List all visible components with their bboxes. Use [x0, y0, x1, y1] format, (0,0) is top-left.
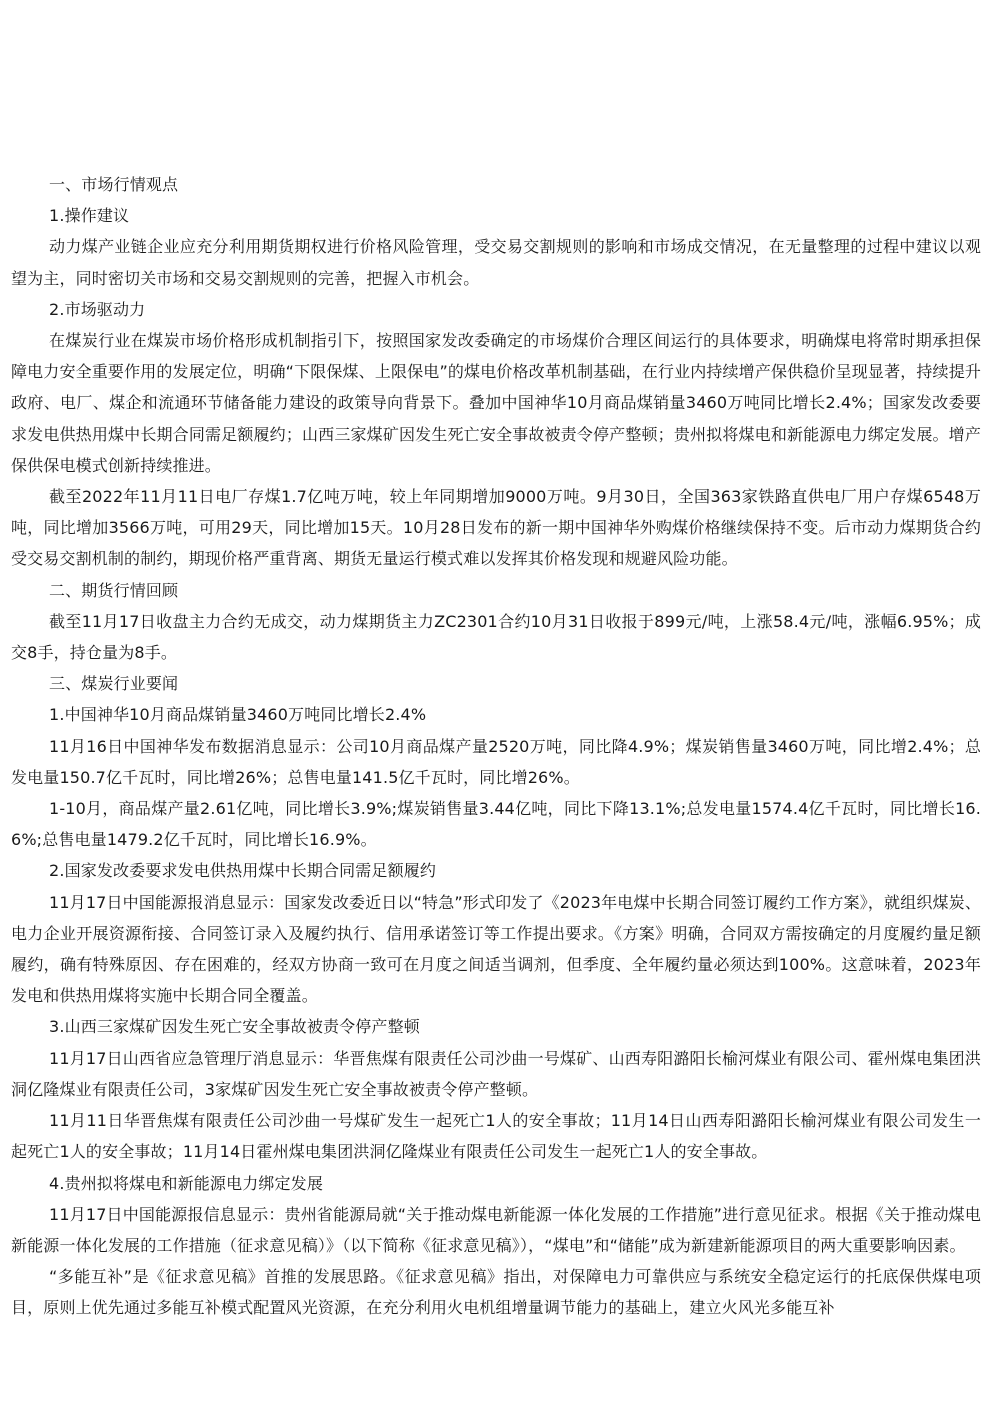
paragraph-shenhua-october: 11月16日中国神华发布数据消息显示：公司10月商品煤产量2520万吨，同比降4.9%；煤炭销售量3460万吨，同比增2.4%；总发电量150.7亿千瓦时，同比增26%；总售电量141.5亿千瓦时，同比增26%。 — [11, 736, 981, 787]
paragraph-shanxi-accidents: 11月11日华晋焦煤有限责任公司沙曲一号煤矿发生一起死亡1人的安全事故；11月14日山西寿阳潞阳长榆河煤业有限公司发生一起死亡1人的安全事故；11月14日霍州煤电集团洪洞亿隆煤业有限责任公司发生一起死亡1人的安全事故。 — [11, 1111, 981, 1162]
subheading-market-drivers: 2.市场驱动力 — [49, 299, 146, 319]
paragraph-operation-advice: 动力煤产业链企业应充分利用期货期权进行价格风险管理，受交易交割规则的影响和市场成交情况，在无量整理的过程中建议以观望为主，同时密切关市场和交易交割规则的完善，把握入市机会。 — [11, 237, 981, 288]
news-heading-guizhou: 4.贵州拟将煤电和新能源电力绑定发展 — [49, 1173, 323, 1193]
news-heading-ndrc-contracts: 2.国家发改委要求发电供热用煤中长期合同需足额履约 — [49, 861, 437, 881]
news-heading-shenhua: 1.中国神华10月商品煤销量3460万吨同比增长2.4% — [49, 705, 427, 725]
paragraph-ndrc-contracts: 11月17日中国能源报消息显示：国家发改委近日以“特急”形式印发了《2023年电煤中长期合同签订履约工作方案》，就组织煤炭、电力企业开展资源衔接、合同签订录入及履约执行、信用承诺签订等工作提出要求。《方案》明确，合同双方需按确定的月度履约量足额履约，确有特殊原因、存在困难的，经双方协商一致可在月度之间适当调剂，但季度、全年履约量必须达到100%。这意味着，2023年发电和供热用煤将实施中长期合同全覆盖。 — [11, 892, 981, 1006]
paragraph-shenhua-ytd: 1-10月，商品煤产量2.61亿吨，同比增长3.9%;煤炭销售量3.44亿吨，同比下降13.1%;总发电量1574.4亿千瓦时，同比增长16.6%;总售电量1479.2亿千瓦时，同比增长16.9%。 — [11, 799, 981, 850]
section-heading-industry-news: 三、煤炭行业要闻 — [49, 674, 179, 694]
paragraph-futures-review: 截至11月17日收盘主力合约无成交，动力煤期货主力ZC2301合约10月31日收报于899元/吨，上涨58.4元/吨，涨幅6.95%；成交8手，持仓量为8手。 — [11, 611, 981, 663]
document-body — [11, 169, 981, 1324]
paragraph-multi-energy: “多能互补”是《征求意见稿》首推的发展思路。《征求意见稿》指出，对保障电力可靠供应与系统安全稳定运行的托底保供煤电项目，原则上优先通过多能互补模式配置风光资源，在充分利用火电机组增量调节能力的基础上，建立火风光多能互补 — [11, 1267, 981, 1318]
section-heading-market-view: 一、市场行情观点 — [49, 175, 179, 194]
news-heading-shanxi-mines: 3.山西三家煤矿因发生死亡安全事故被责令停产整顿 — [49, 1017, 420, 1037]
section-heading-futures-review: 二、期货行情回顾 — [49, 580, 179, 600]
paragraph-guizhou-draft: 11月17日中国能源报信息显示：贵州省能源局就“关于推动煤电新能源一体化发展的工作措施”进行意见征求。根据《关于推动煤电新能源一体化发展的工作措施（征求意见稿）》（以下简称《征求意见稿》），“煤电”和“储能”成为新建新能源项目的两大重要影响因素。 — [11, 1204, 981, 1255]
paragraph-market-drivers: 在煤炭行业在煤炭市场价格形成机制指引下，按照国家发改委确定的市场煤价合理区间运行的具体要求，明确煤电将常时期承担保障电力安全重要作用的发展定位，明确“下限保煤、上限保电”的煤电价格改革机制基础，在行业内持续增产保供稳价呈现显著，持续提升政府、电厂、煤企和流通环节储备能力建设的政策导向背景下。叠加中国神华10月商品煤销量3460万吨同比增长2.4%；国家发改委要求发电供热用煤中长期合同需足额履约；山西三家煤矿因发生死亡安全事故被责令停产整顿；贵州拟将煤电和新能源电力绑定发展。增产保供保电模式创新持续推进。 — [11, 331, 981, 475]
paragraph-inventory: 截至2022年11月11日电厂存煤1.7亿吨万吨，较上年同期增加9000万吨。9月30日，全国363家铁路直供电厂用户存煤6548万吨，同比增加3566万吨，可用29天，同比增加15天。10月28日发布的新一期中国神华外购煤价格继续保持不变。后市动力煤期货合约受交易交割机制的制约，期现价格严重背离、期货无量运行模式难以发挥其价格发现和规避风险功能。 — [11, 487, 981, 569]
subheading-operation-advice: 1.操作建议 — [49, 206, 130, 226]
paragraph-shanxi-mines: 11月17日山西省应急管理厅消息显示：华晋焦煤有限责任公司沙曲一号煤矿、山西寿阳潞阳长榆河煤业有限公司、霍州煤电集团洪洞亿隆煤业有限责任公司，3家煤矿因发生死亡安全事故被责令停产整顿。 — [11, 1048, 981, 1099]
